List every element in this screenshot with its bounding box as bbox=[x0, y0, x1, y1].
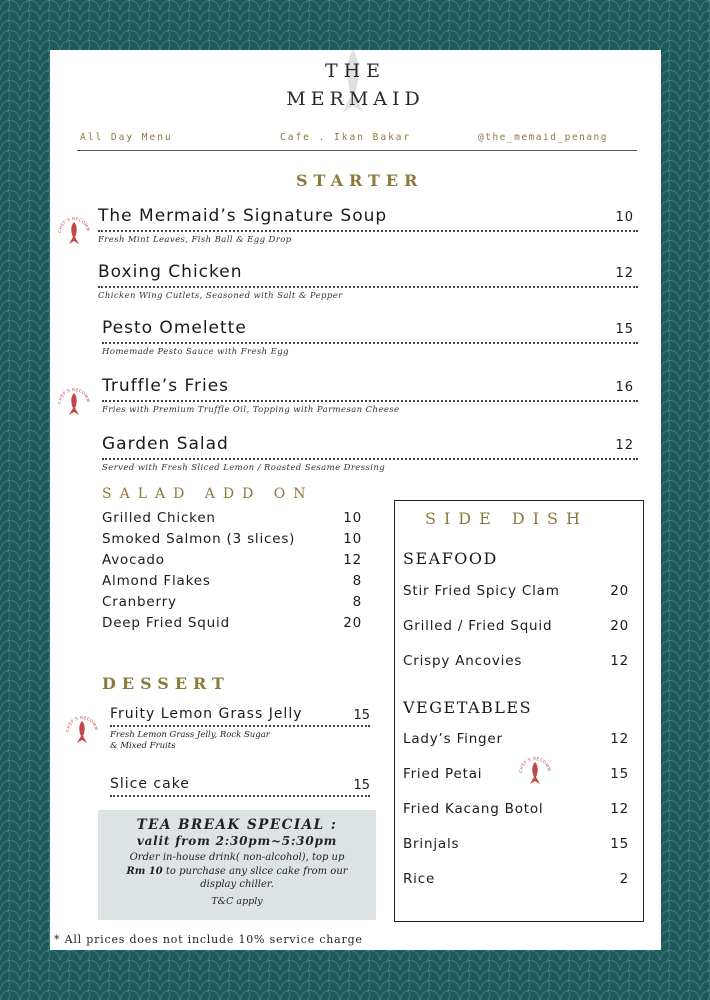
list-item: Rice 2 bbox=[403, 871, 629, 887]
starter-item: Pesto Omelette 15 Homemade Pesto Sauce with Fresh Egg bbox=[102, 318, 638, 357]
list-item: Crispy Ancovies 12 bbox=[403, 653, 629, 669]
chefs-recommendation-badge-icon bbox=[517, 753, 553, 789]
list-item: Fried Kacang Botol 12 bbox=[403, 801, 629, 817]
list-item: Fried Petai 15 bbox=[403, 766, 629, 782]
badge-label: CHEF'S RECOMM bbox=[517, 755, 552, 774]
chefs-recommendation-badge-icon bbox=[64, 712, 100, 748]
side-dish-panel bbox=[394, 500, 644, 922]
chefs-recommendation-badge-icon bbox=[56, 213, 92, 249]
venue-type-label: Cafe . Ikan Bakar bbox=[280, 132, 412, 143]
list-item: Smoked Salmon (3 slices) 10 bbox=[102, 531, 362, 547]
vegetables-heading: VEGETABLES bbox=[403, 698, 533, 717]
badge-label: CHEF'S RECOMM bbox=[56, 215, 91, 234]
badge-label: CHEF'S RECOMM bbox=[56, 386, 91, 405]
list-item: Lady’s Finger 12 bbox=[403, 731, 629, 747]
dessert-item: Slice cake 15 bbox=[110, 776, 370, 797]
brand-title-mermaid: MERMAID bbox=[286, 88, 425, 110]
terms-conditions-note: T&C apply bbox=[211, 895, 263, 907]
starter-heading: STARTER bbox=[296, 171, 424, 190]
starter-item: Boxing Chicken 12 Chicken Wing Cutlets, Seasoned with Salt & Pepper bbox=[98, 262, 638, 301]
dessert-item: Fruity Lemon Grass Jelly 15 Fresh Lemon Grass Jelly, Rock Sugar & Mixed Fruits bbox=[110, 706, 370, 752]
starter-item: Garden Salad 12 Served with Fresh Sliced Lemon / Roasted Sesame Dressing bbox=[102, 434, 638, 473]
instagram-handle: @the_memaid_penang bbox=[478, 132, 608, 143]
salad-add-on-list bbox=[102, 510, 362, 636]
service-charge-footnote: * All prices does not include 10% service charge bbox=[54, 933, 363, 946]
tea-break-description: Order in-house drink( non-alcohol), top up Rm 10 to purchase any slice cake from our display chiller. bbox=[126, 852, 348, 890]
starter-item: The Mermaid’s Signature Soup 10 Fresh Mint Leaves, Fish Ball & Egg Drop bbox=[98, 206, 638, 245]
brand-title-the: THE bbox=[324, 60, 387, 82]
chefs-recommendation-badge-icon bbox=[56, 384, 92, 420]
list-item: Avocado 12 bbox=[102, 552, 362, 568]
list-item: Cranberry 8 bbox=[102, 594, 362, 610]
list-item: Grilled / Fried Squid 20 bbox=[403, 618, 629, 634]
side-dish-heading: SIDE DISH bbox=[425, 509, 588, 528]
seafood-heading: SEAFOOD bbox=[403, 549, 498, 568]
menu-page bbox=[50, 50, 661, 950]
badge-label: CHEF'S RECOMM bbox=[64, 714, 99, 733]
list-item: Almond Flakes 8 bbox=[102, 573, 362, 589]
starter-item: Truffle’s Fries 16 Fries with Premium Truffle Oil, Topping with Parmesan Cheese bbox=[102, 376, 638, 415]
tea-break-special-panel bbox=[98, 810, 376, 920]
dessert-heading: DESSERT bbox=[102, 674, 230, 693]
list-item: Brinjals 15 bbox=[403, 836, 629, 852]
tea-break-time: valit from 2:30pm~5:30pm bbox=[136, 834, 338, 848]
tea-break-title: TEA BREAK SPECIAL : bbox=[136, 817, 338, 833]
list-item: Grilled Chicken 10 bbox=[102, 510, 362, 526]
salad-add-on-heading: SALAD ADD ON bbox=[102, 486, 314, 502]
list-item: Deep Fried Squid 20 bbox=[102, 615, 362, 631]
list-item: Stir Fried Spicy Clam 20 bbox=[403, 583, 629, 599]
menu-type-label: All Day Menu bbox=[80, 132, 173, 143]
header-divider bbox=[77, 150, 637, 151]
